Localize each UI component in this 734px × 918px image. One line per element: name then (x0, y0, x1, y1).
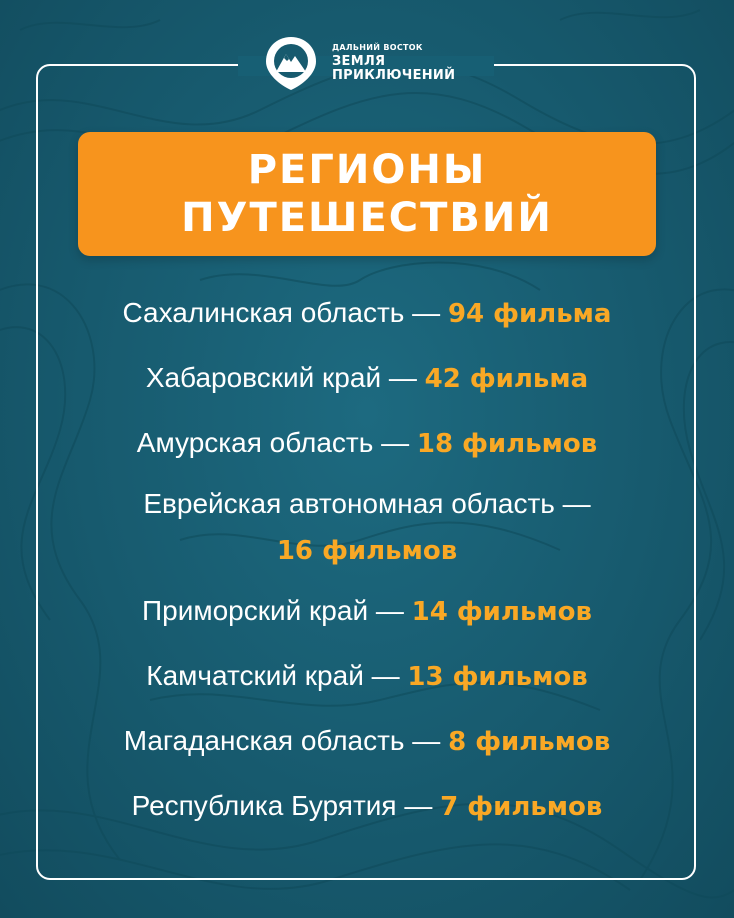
list-item (40, 584, 694, 639)
region-name: Еврейская автономная область — (143, 488, 591, 519)
brand-text (332, 44, 455, 83)
list-item (40, 779, 694, 834)
film-count: 94 фильма (447, 299, 612, 329)
film-count: 42 фильма (424, 364, 589, 394)
list-item (40, 286, 694, 341)
brand-subtitle: ДАЛЬНИЙ ВОСТОК (332, 42, 423, 52)
list-item (40, 714, 694, 769)
region-name: Амурская область — (136, 427, 410, 458)
list-item (40, 416, 694, 471)
brand-logo (262, 34, 455, 92)
title-banner (78, 132, 656, 256)
list-item (40, 481, 694, 574)
region-name: Хабаровский край — (145, 362, 417, 393)
region-name: Камчатский край — (146, 660, 400, 691)
mountain-pin-icon (262, 34, 320, 92)
region-name: Сахалинская область — (122, 297, 441, 328)
film-count: 8 фильмов (448, 727, 611, 757)
region-name: Магаданская область — (123, 725, 441, 756)
film-count: 13 фильмов (407, 662, 588, 692)
film-count: 18 фильмов (416, 429, 598, 459)
region-list (40, 286, 694, 844)
list-item (40, 351, 694, 406)
title-line-1: РЕГИОНЫ (247, 147, 487, 193)
region-name: Приморский край — (142, 595, 404, 626)
brand-name-line-2: ПРИКЛЮЧЕНИЙ (332, 67, 456, 83)
region-name: Республика Бурятия — (131, 790, 433, 821)
brand-name-line-1: ЗЕМЛЯ (332, 54, 386, 70)
title-line-2: ПУТЕШЕСТВИЙ (181, 195, 553, 241)
film-count: 14 фильмов (411, 597, 592, 627)
list-item (40, 649, 694, 704)
film-count: 7 фильмов (440, 792, 603, 822)
film-count: 16 фильмов (276, 536, 458, 566)
